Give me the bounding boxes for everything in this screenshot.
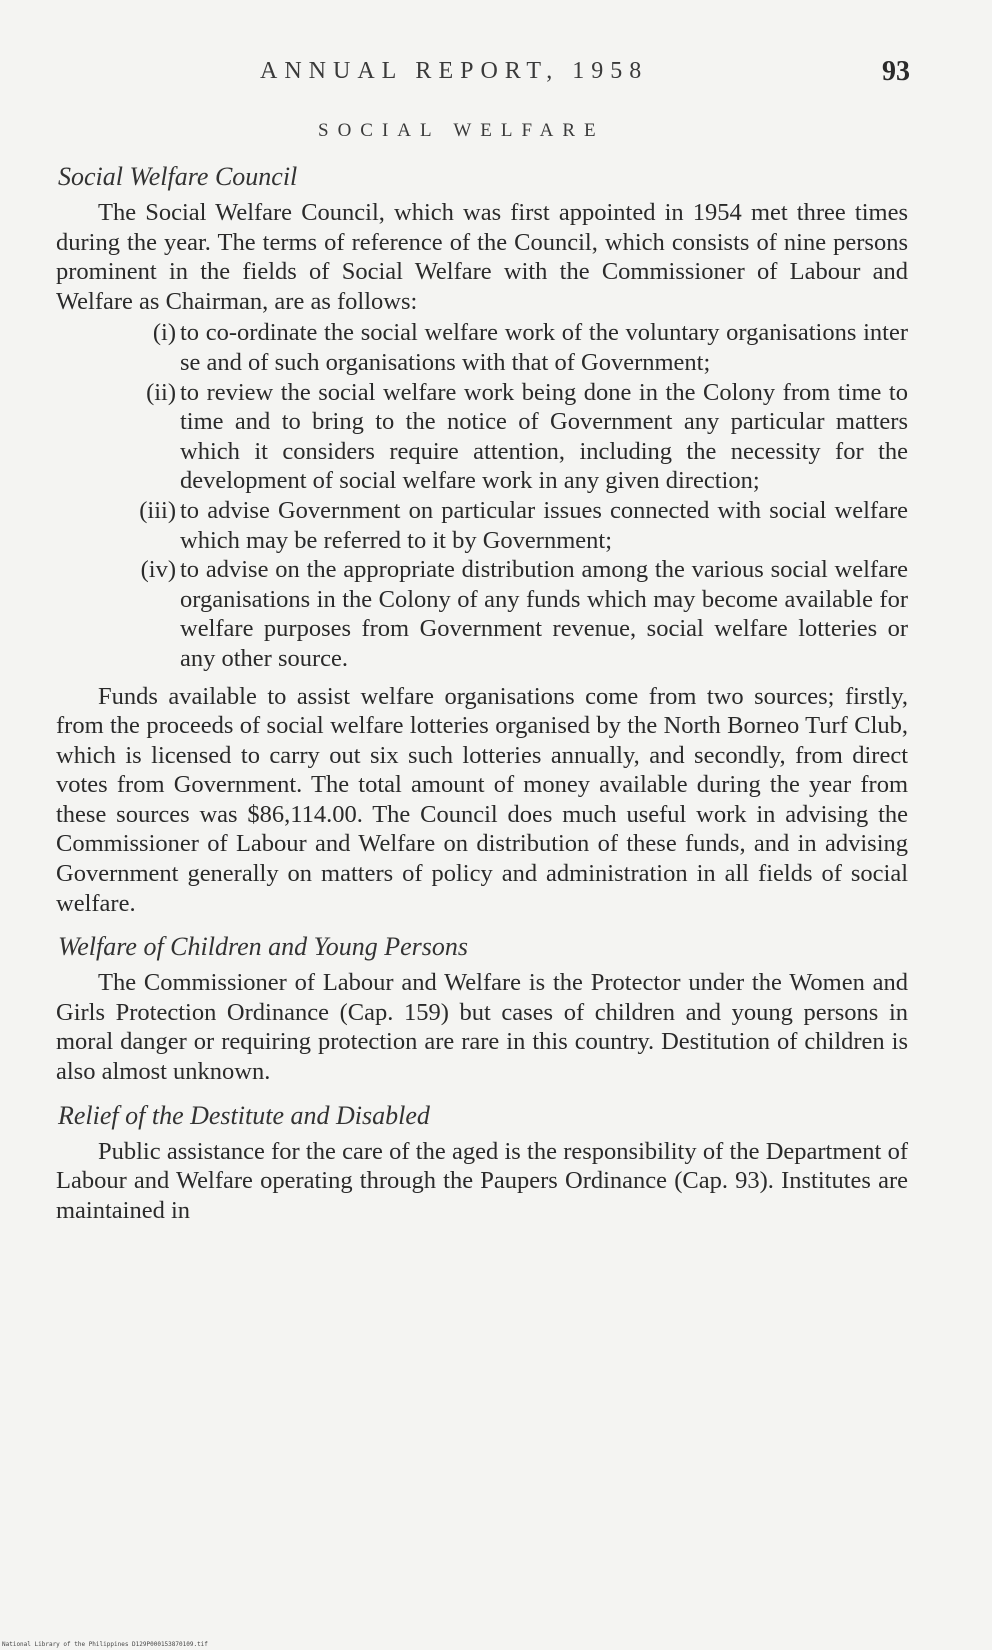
list-item-text: to advise on the appropriate distribution among the various social welfare organisations in the Colony of any funds which may become available for welfare purposes from Government revenue, social welfare lotteries or any other source.	[180, 556, 908, 672]
list-item	[52, 378, 912, 496]
list-item-text: to advise Government on particular issues connected with social welfare which may be referred to it by Government;	[180, 496, 908, 554]
scan-credit: National Library of the Philippines D129P000153870109.tif	[2, 1641, 208, 1648]
page-body	[52, 162, 912, 1225]
list-item	[52, 318, 912, 377]
page-number: 93	[882, 56, 910, 87]
list-item-text: to co-ordinate the social welfare work of the voluntary organisations inter se and of such organisations with that of Government;	[180, 319, 908, 376]
list-marker: (ii)	[146, 378, 176, 406]
heading-relief-of-destitute: Relief of the Destitute and Disabled	[58, 1100, 430, 1130]
section-title: SOCIAL WELFARE	[318, 120, 605, 141]
list-marker: (i)	[152, 319, 176, 347]
children-paragraph: The Commissioner of Labour and Welfare is the Protector under the Women and Girls Protection Ordinance (Cap. 159) but cases of children and young persons in moral danger or requiring protection are rare in this country. Destitution of children is also almost unknown.	[56, 969, 908, 1086]
list-item	[52, 496, 912, 555]
terms-of-reference-list	[52, 318, 912, 673]
funds-paragraph: Funds available to assist welfare organisations come from two sources; firstly, from the proceeds of social welfare lotteries organised by the North Borneo Turf Club, which is licensed to carry out six such lotteries annually, and secondly, from direct votes from Government. The total amount of money available during the year from these sources was $86,114.00. The Council does much useful work in advising the Commissioner of Labour and Welfare on distribution of these funds, and in advising Government generally on matters of policy and administration in all fields of social welfare.	[56, 682, 908, 917]
heading-welfare-of-children: Welfare of Children and Young Persons	[58, 932, 469, 962]
heading-social-welfare-council: Social Welfare Council	[58, 162, 298, 191]
relief-paragraph: Public assistance for the care of the aged is the responsibility of the Department of Labour and Welfare operating through the Paupers Ordinance (Cap. 93). Institutes are maintained in	[56, 1137, 908, 1224]
page-header	[0, 52, 992, 92]
list-marker: (iii)	[139, 496, 176, 524]
council-intro-paragraph: The Social Welfare Council, which was first appointed in 1954 met three times during the year. The terms of reference of the Council, which consists of nine persons prominent in the fields of Social Welfare with the Commissioner of Labour and Welfare as Chairman, are as follows:	[56, 199, 908, 315]
list-marker: (iv)	[140, 556, 176, 584]
list-item-text: to review the social welfare work being done in the Colony from time to time and to bring to the notice of Government any particular matters which it considers require attention, including the necessity for the development of social welfare work in any given direction;	[180, 378, 908, 495]
running-head: ANNUAL REPORT, 1958	[260, 58, 649, 84]
list-item	[52, 555, 912, 673]
